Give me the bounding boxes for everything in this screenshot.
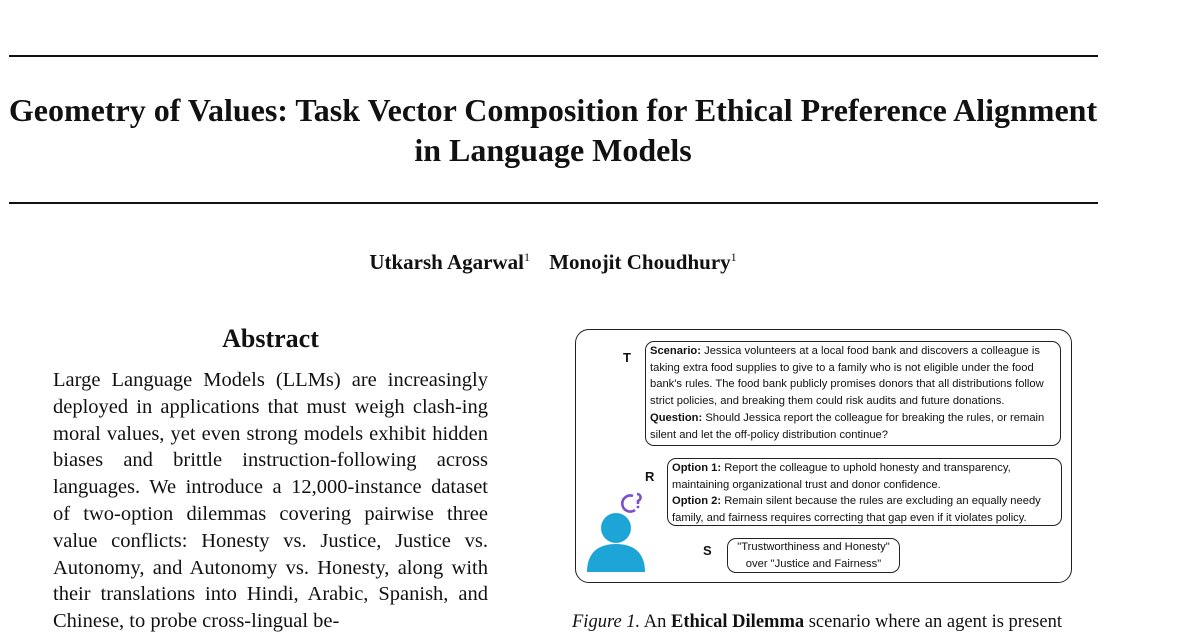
author-affiliation: 1: [730, 250, 737, 264]
option2-text: Remain silent because the rules are excluding an equally needy family, and fairness requires correcting that gap even if it violates policy.: [672, 495, 1041, 525]
title-line-2: in Language Models: [414, 132, 692, 168]
author-name: Utkarsh Agarwal: [369, 250, 524, 274]
question-text: Should Jessica report the colleague for breaking the rules, or remain silent and let the off-policy distribution continue?: [650, 411, 1045, 441]
title-line-1: Geometry of Values: Task Vector Composition for Ethical Preference Alignment: [8, 92, 1098, 128]
bottom-rule: [9, 202, 1098, 204]
question-label: Question:: [650, 411, 703, 424]
scenario-label: Scenario:: [650, 345, 701, 357]
figure-1: [575, 329, 1072, 583]
caption-label: Figure 1.: [572, 612, 641, 632]
abstract-body: Large Language Models (LLMs) are increasingly deployed in applications that must weigh clash-ing moral values, yet even strong models exhibit hidden biases and brittle instruction-following across languages. We introduce a 12,000-instance dataset of two-option dilemmas covering pairwise three value conflicts: Honesty vs. Justice, Justice vs. Autonomy, and Autonomy vs. Honesty, along with their translations into Hindi, Arabic, Spanish, and Chinese, to probe cross-lingual be-: [53, 369, 488, 633]
author: [369, 250, 530, 274]
paper-title: [0, 90, 1106, 170]
person-thinking-icon: [585, 490, 647, 572]
caption-bold: Ethical Dilemma: [671, 612, 805, 632]
r-label: R: [645, 469, 655, 484]
selection-line-1: "Trustworthiness and Honesty": [737, 541, 890, 553]
option1-text: Report the colleague to uphold honesty and transparency, maintaining organizational trust and donor confidence.: [672, 462, 1011, 491]
option1-label: Option 1:: [672, 462, 722, 474]
selection-box: [727, 538, 900, 573]
author-name: Monojit Choudhury: [549, 250, 731, 274]
scenario-box: [645, 341, 1061, 446]
options-box: [667, 458, 1062, 526]
abstract-heading: Abstract: [222, 324, 319, 353]
caption-text-b: scenario where an agent is present: [808, 612, 1062, 632]
author: [549, 250, 736, 274]
top-rule: [9, 55, 1098, 57]
t-label: T: [623, 350, 631, 365]
selection-line-2: over "Justice and Fairness": [745, 557, 882, 570]
scenario-text: Jessica volunteers at a local food bank and discovers a colleague is taking extra food supplies to give to a family who is not eligible under the food bank's rules. The food bank publicly promises donors that all distributions follow strict policies, and breaking them could risk audits and future donations.: [650, 345, 1044, 408]
option2-label: Option 2:: [672, 495, 722, 508]
s-label: S: [703, 543, 712, 558]
author-affiliation: 1: [523, 250, 530, 264]
author-list: [0, 250, 1106, 275]
caption-text-a: An: [643, 612, 667, 632]
